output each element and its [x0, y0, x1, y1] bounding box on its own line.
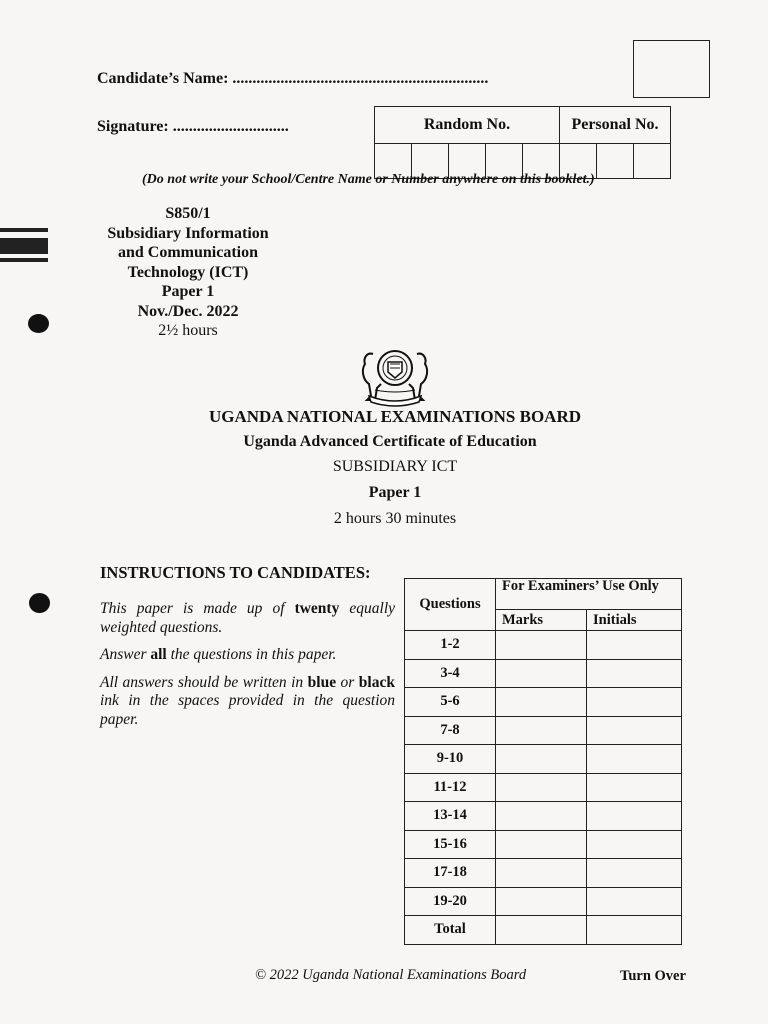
subject-title: SUBSIDIARY ICT	[332, 458, 458, 475]
marks-cell[interactable]	[496, 830, 587, 859]
instruction-1: This paper is made up of twenty equally weighted questions.	[100, 600, 396, 636]
table-row	[405, 773, 682, 802]
table-row	[405, 830, 682, 859]
marks-cell[interactable]	[496, 916, 587, 945]
question-range-cell: 7-8	[405, 716, 496, 745]
marks-cell[interactable]	[496, 773, 587, 802]
marks-cell[interactable]	[496, 631, 587, 660]
initials-cell[interactable]	[587, 830, 682, 859]
warning-close-paren: )	[590, 172, 595, 187]
personal-no-header: Personal No.	[560, 107, 671, 144]
marks-cell[interactable]	[496, 887, 587, 916]
candidate-name-dots: ................................................................	[232, 70, 489, 87]
subject-line-3: Technology (ICT)	[127, 263, 249, 281]
marks-header: Marks	[496, 610, 587, 631]
exam-session: Nov./Dec. 2022	[137, 302, 239, 320]
certificate-name: Uganda Advanced Certificate of Education	[243, 433, 537, 450]
initials-cell[interactable]	[587, 916, 682, 945]
initials-cell[interactable]	[587, 802, 682, 831]
margin-hole	[29, 593, 50, 613]
initials-cell[interactable]	[587, 716, 682, 745]
warning-text: Do not write your School/Centre Name or Number anywhere on this booklet.	[146, 172, 591, 187]
table-row	[405, 688, 682, 717]
no-school-name-warning	[142, 172, 595, 188]
copyright-notice: © 2022 Uganda National Examinations Board	[255, 967, 527, 983]
initials-cell[interactable]	[587, 773, 682, 802]
question-range-cell: 3-4	[405, 659, 496, 688]
table-row	[405, 887, 682, 916]
signature-label: Signature:	[97, 118, 169, 135]
question-range-cell: 9-10	[405, 745, 496, 774]
initials-cell[interactable]	[587, 887, 682, 916]
turn-over-label: Turn Over	[620, 968, 686, 984]
margin-bar	[0, 238, 48, 254]
signature-dots: .............................	[172, 118, 289, 135]
subject-line-2: and Communication	[117, 244, 259, 261]
candidate-number-table	[374, 106, 671, 179]
marks-cell[interactable]	[496, 716, 587, 745]
marks-cell[interactable]	[496, 745, 587, 774]
instructions-body	[100, 600, 395, 738]
table-row	[405, 916, 682, 945]
examiners-use-header: For Examiners’ Use Only	[496, 579, 682, 610]
uneb-coat-of-arms-icon	[355, 344, 435, 408]
marking-box	[633, 40, 710, 98]
paper-code: S850/1	[165, 205, 211, 222]
board-name: UGANDA NATIONAL EXAMINATIONS BOARD	[209, 407, 581, 426]
question-range-cell: 11-12	[405, 773, 496, 802]
random-no-header: Random No.	[375, 107, 560, 144]
initials-cell[interactable]	[587, 659, 682, 688]
table-row	[405, 631, 682, 660]
table-row	[405, 802, 682, 831]
paper-info-block	[96, 204, 280, 341]
marks-cell[interactable]	[496, 659, 587, 688]
personal-no-box[interactable]	[634, 144, 671, 179]
candidate-name-label: Candidate’s Name:	[97, 70, 229, 87]
margin-bar	[0, 228, 48, 232]
table-row	[405, 716, 682, 745]
initials-header: Initials	[587, 610, 682, 631]
initials-cell[interactable]	[587, 631, 682, 660]
margin-hole	[28, 314, 49, 333]
personal-no-box[interactable]	[597, 144, 634, 179]
paper-title: Paper 1	[368, 484, 422, 501]
question-range-cell: 19-20	[405, 887, 496, 916]
questions-header: Questions	[405, 579, 496, 631]
margin-bar	[0, 258, 48, 262]
table-row	[405, 659, 682, 688]
marks-cell[interactable]	[496, 802, 587, 831]
table-row	[405, 745, 682, 774]
instructions-title: INSTRUCTIONS TO CANDIDATES:	[100, 563, 371, 582]
signature-field[interactable]	[97, 118, 289, 136]
question-range-cell: 5-6	[405, 688, 496, 717]
marks-cell[interactable]	[496, 688, 587, 717]
instruction-3: All answers should be written in blue or black ink in the spaces provided in the question paper.	[100, 673, 395, 728]
subject-line-1: Subsidiary Information	[107, 224, 269, 242]
paper-number: Paper 1	[161, 283, 215, 300]
paper-duration: 2½ hours	[158, 322, 218, 339]
table-row	[405, 859, 682, 888]
question-range-cell: 13-14	[405, 802, 496, 831]
examiners-use-table	[404, 578, 682, 945]
question-range-cell: 17-18	[405, 859, 496, 888]
question-range-cell: Total	[405, 916, 496, 945]
question-range-cell: 15-16	[405, 830, 496, 859]
warning-open-paren: (	[142, 172, 147, 187]
candidate-name-field[interactable]	[97, 70, 488, 88]
marks-cell[interactable]	[496, 859, 587, 888]
exam-duration: 2 hours 30 minutes	[333, 510, 457, 527]
initials-cell[interactable]	[587, 745, 682, 774]
question-range-cell: 1-2	[405, 631, 496, 660]
initials-cell[interactable]	[587, 688, 682, 717]
initials-cell[interactable]	[587, 859, 682, 888]
instruction-2: Answer all the questions in this paper.	[100, 646, 337, 663]
